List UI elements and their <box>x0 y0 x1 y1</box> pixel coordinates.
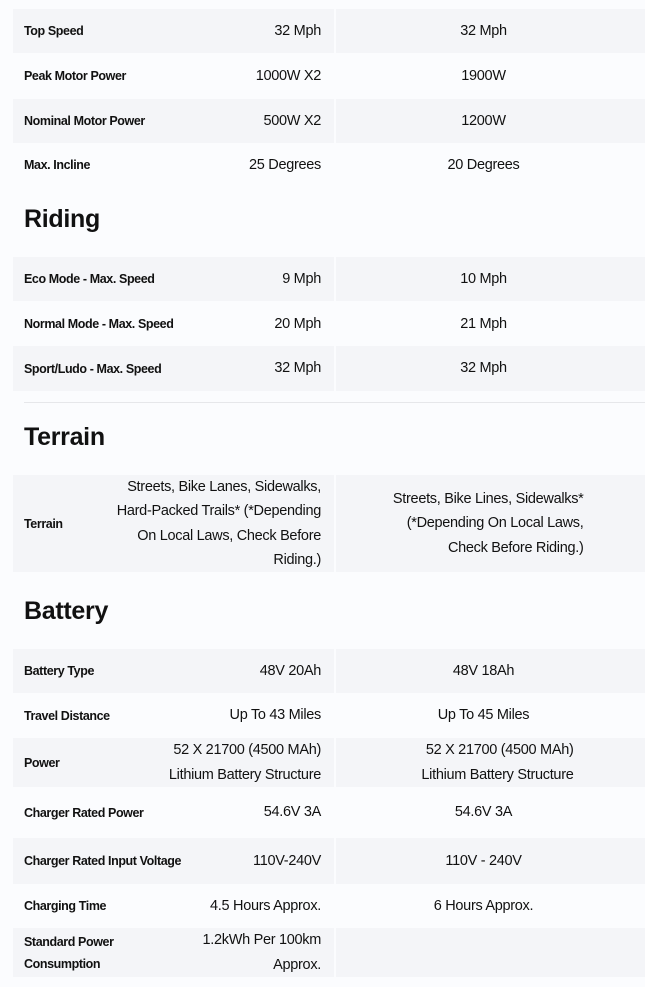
spec-label: Normal Mode - Max. Speed <box>24 317 174 331</box>
spec-row-standard-power-consumption <box>13 928 645 977</box>
spec-value-b: 48V 18Ah <box>452 662 515 679</box>
spec-label: Max. Incline <box>24 158 91 172</box>
section-title-terrain: Terrain <box>24 423 105 451</box>
spec-value-a: 52 X 21700 (4500 MAh) Lithium Battery Structure <box>168 742 321 783</box>
spec-value-b: 52 X 21700 (4500 MAh) Lithium Battery Structure <box>421 742 574 783</box>
spec-label: Battery Type <box>24 664 94 678</box>
spec-value-b: 32 Mph <box>460 22 507 39</box>
spec-value-a: 1000W X2 <box>255 67 321 84</box>
spec-value-b: 32 Mph <box>460 360 507 377</box>
spec-row-travel-distance <box>13 693 645 738</box>
spec-label: Nominal Motor Power <box>24 114 145 128</box>
spec-value-a: 20 Mph <box>274 315 321 332</box>
spec-row-normal-mode <box>13 302 645 346</box>
spec-value-b: 21 Mph <box>460 315 507 332</box>
spec-row-nominal-motor-power <box>13 99 645 143</box>
spec-row-eco-mode <box>13 257 645 301</box>
spec-row-charger-rated-power <box>13 787 645 838</box>
spec-label: Power <box>24 755 60 770</box>
section-title-battery: Battery <box>24 597 109 625</box>
spec-row-charging-time <box>13 884 645 928</box>
spec-value-b: Up To 45 Miles <box>437 707 530 724</box>
spec-value-b: 1200W <box>461 112 506 129</box>
spec-value-a: 1.2kWh Per 100km Approx. <box>202 932 321 973</box>
spec-value-a: Up To 43 Miles <box>229 707 321 724</box>
spec-label: Top Speed <box>24 24 84 38</box>
spec-value-b: 10 Mph <box>460 270 507 287</box>
section-divider <box>24 402 645 403</box>
spec-value-a: Streets, Bike Lanes, Sidewalks, Hard-Packed Trails* (*Depending On Local Laws, Check Before Riding.) <box>116 478 321 568</box>
spec-value-a: 32 Mph <box>274 360 321 377</box>
spec-label: Terrain <box>24 516 63 531</box>
spec-row-charger-input-voltage <box>13 838 645 884</box>
spec-label: Sport/Ludo - Max. Speed <box>24 361 162 376</box>
spec-label: Charger Rated Power <box>24 805 144 820</box>
spec-row-top-speed <box>13 9 645 53</box>
spec-value-b: 6 Hours Approx. <box>433 897 534 914</box>
spec-value-a: 48V 20Ah <box>259 662 321 679</box>
spec-value-b: 1900W <box>461 67 506 84</box>
spec-value-a: 54.6V 3A <box>263 804 321 821</box>
spec-label: Eco Mode - Max. Speed <box>24 272 155 286</box>
spec-row-battery-type <box>13 649 645 693</box>
spec-label: Peak Motor Power <box>24 69 126 83</box>
spec-value-a: 25 Degrees <box>249 156 321 173</box>
spec-row-terrain <box>13 475 645 572</box>
spec-value-b: 54.6V 3A <box>454 804 513 821</box>
spec-label: Travel Distance <box>24 708 110 723</box>
spec-row-power <box>13 738 645 787</box>
spec-value-b: 110V - 240V <box>445 852 522 869</box>
spec-row-max-incline <box>13 143 645 187</box>
spec-label: Charger Rated Input Voltage <box>24 854 182 868</box>
spec-value-a: 110V-240V <box>253 852 321 869</box>
spec-value-a: 500W X2 <box>263 112 321 129</box>
spec-value-b: Streets, Bike Lines, Sidewalks* (*Depending On Local Laws, Check Before Riding.) <box>392 490 584 556</box>
spec-label: Standard Power Consumption <box>24 934 114 971</box>
spec-value-b: 20 Degrees <box>447 156 520 173</box>
spec-value-a: 4.5 Hours Approx. <box>210 897 321 914</box>
spec-row-peak-motor-power <box>13 54 645 98</box>
section-title-riding: Riding <box>24 205 100 233</box>
spec-value-a: 32 Mph <box>274 22 321 39</box>
spec-value-a: 9 Mph <box>282 270 321 287</box>
spec-label: Charging Time <box>24 899 107 913</box>
spec-row-sport-mode <box>13 346 645 391</box>
